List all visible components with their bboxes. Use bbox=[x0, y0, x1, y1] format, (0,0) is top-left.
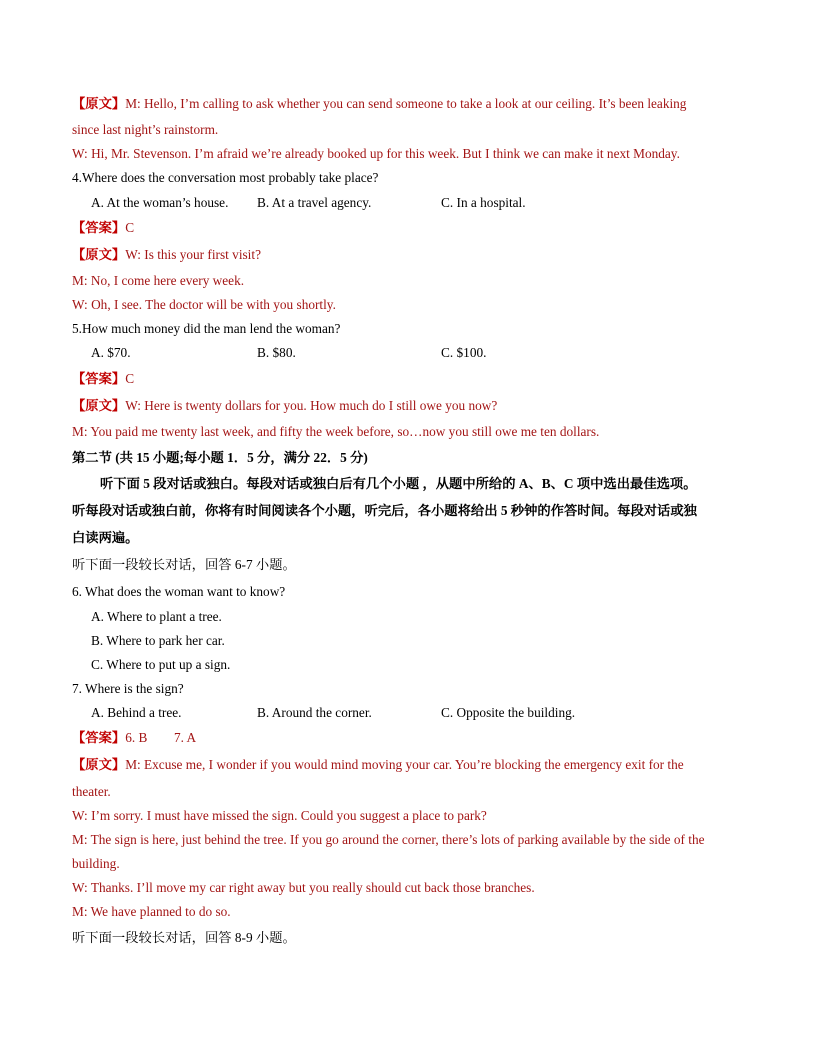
section-title: 第二节 (共 15 小题;每小题 1．5 分，满分 22．5 分) bbox=[72, 450, 368, 465]
transcript-text: W: Is this your first visit? bbox=[125, 247, 261, 262]
question-6: 6. What does the woman want to know? bbox=[72, 584, 286, 599]
section-instruction: 白读两遍。 bbox=[72, 530, 139, 545]
transcript-line bbox=[72, 757, 684, 773]
section-instruction: 听每段对话或独白前，你将有时间阅读各个小题，听完后，各小题将给出 5 秒钟的作答时间。每段对话或独 bbox=[72, 503, 697, 518]
question-7: 7. Where is the sign? bbox=[72, 681, 184, 696]
transcript-line: theater. bbox=[72, 784, 111, 799]
transcript-tag: 【原文】 bbox=[72, 96, 126, 111]
listen-instruction: 听下面一段较长对话，回答 6-7 小题。 bbox=[72, 557, 296, 572]
q4-option-c: C. In a hospital. bbox=[441, 195, 526, 210]
transcript-line: M: The sign is here, just behind the tree. If you go around the corner, there’s lots of parking available by the side of the bbox=[72, 832, 705, 847]
q5-option-c: C. $100. bbox=[441, 345, 487, 360]
q4-option-a: A. At the woman’s house. bbox=[91, 195, 229, 210]
answer-line bbox=[72, 730, 196, 746]
answer-tag: 【答案】 bbox=[72, 730, 126, 745]
answer-line bbox=[72, 371, 134, 387]
transcript-text: M: Excuse me, I wonder if you would mind moving your car. You’re blocking the emergency exit for the bbox=[125, 757, 684, 772]
transcript-text: W: Here is twenty dollars for you. How much do I still owe you now? bbox=[125, 398, 498, 413]
transcript-line: M: You paid me twenty last week, and fifty the week before, so…now you still owe me ten dollars. bbox=[72, 424, 600, 439]
q5-option-a: A. $70. bbox=[91, 345, 131, 360]
transcript-line: building. bbox=[72, 856, 120, 871]
transcript-line bbox=[72, 247, 261, 263]
transcript-line: M: We have planned to do so. bbox=[72, 904, 231, 919]
transcript-line: W: Hi, Mr. Stevenson. I’m afraid we’re already booked up for this week. But I think we can make it next Monday. bbox=[72, 146, 680, 161]
answer-tag: 【答案】 bbox=[72, 371, 126, 386]
transcript-line: W: I’m sorry. I must have missed the sign. Could you suggest a place to park? bbox=[72, 808, 487, 823]
transcript-tag: 【原文】 bbox=[72, 757, 126, 772]
transcript-line: W: Thanks. I’ll move my car right away but you really should cut back those branches. bbox=[72, 880, 535, 895]
transcript-line bbox=[72, 398, 497, 414]
answer-value: C bbox=[125, 371, 135, 386]
q4-option-b: B. At a travel agency. bbox=[257, 195, 372, 210]
q7-option-c: C. Opposite the building. bbox=[441, 705, 576, 720]
q7-option-a: A. Behind a tree. bbox=[91, 705, 182, 720]
q6-option-a: A. Where to plant a tree. bbox=[91, 609, 222, 624]
q6-option-c: C. Where to put up a sign. bbox=[91, 657, 231, 672]
transcript-line: since last night’s rainstorm. bbox=[72, 122, 219, 137]
answer-line bbox=[72, 220, 134, 236]
question-4: 4.Where does the conversation most probably take place? bbox=[72, 170, 379, 185]
listen-instruction: 听下面一段较长对话，回答 8-9 小题。 bbox=[72, 930, 296, 945]
transcript-line: W: Oh, I see. The doctor will be with you shortly. bbox=[72, 297, 336, 312]
answer-value: 6. B 7. A bbox=[125, 730, 197, 745]
transcript-tag: 【原文】 bbox=[72, 398, 126, 413]
q6-option-b: B. Where to park her car. bbox=[91, 633, 225, 648]
q5-option-b: B. $80. bbox=[257, 345, 296, 360]
section-instruction: 听下面 5 段对话或独白。每段对话或独白后有几个小题 ，从题中所给的 A、B、C 项中选出最佳选项。 bbox=[100, 476, 697, 491]
transcript-tag: 【原文】 bbox=[72, 247, 126, 262]
transcript-line: M: No, I come here every week. bbox=[72, 273, 245, 288]
transcript-text: M: Hello, I’m calling to ask whether you can send someone to take a look at our ceiling. It’s been leaking bbox=[125, 96, 687, 111]
answer-value: C bbox=[125, 220, 135, 235]
transcript-line bbox=[72, 96, 686, 112]
answer-tag: 【答案】 bbox=[72, 220, 126, 235]
q7-option-b: B. Around the corner. bbox=[257, 705, 372, 720]
question-5: 5.How much money did the man lend the woman? bbox=[72, 321, 341, 336]
